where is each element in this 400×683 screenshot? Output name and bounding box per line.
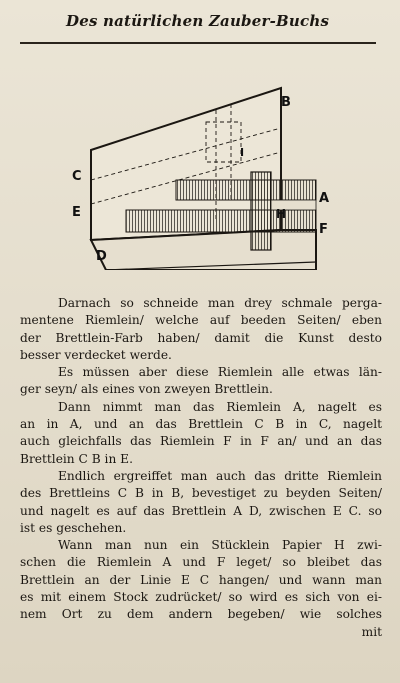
text-line: mentene Riemlein/ welche auf beeden Seiten/ eben <box>20 313 382 328</box>
woodcut-figure <box>66 80 336 270</box>
label-e: E <box>72 205 81 220</box>
text-line: Es müssen aber diese Riemlein alle etwas län- <box>58 365 382 380</box>
label-i: I <box>240 146 245 159</box>
text-line: auch gleichfalls das Riemlein F in F an/ und an das <box>20 434 382 449</box>
text-line: Dann nimmt man das Riemlein A, nagelt es <box>58 399 382 414</box>
catchword: mit <box>361 624 382 639</box>
text-line: der Brettlein-Farb haben/ damit die Kunst desto <box>20 330 382 345</box>
label-h: H <box>276 207 287 221</box>
text-line: an in A, und an das Brettlein C B in C, nagelt <box>20 417 382 432</box>
running-header: Des natürlichen Zauber-Buchs <box>66 12 330 30</box>
label-b: B <box>281 95 291 110</box>
label-c: C <box>72 169 82 184</box>
text-line: schen die Riemlein A und F leget/ so bleibet das <box>20 555 382 570</box>
label-a: A <box>319 191 330 206</box>
header-rule <box>20 42 376 44</box>
label-f: F <box>319 222 328 237</box>
text-line: ger seyn/ als eines von zweyen Brettlein. <box>20 382 273 397</box>
strip-f <box>126 210 316 232</box>
text-line: Brettlein an der Linie E C hangen/ und wann man <box>20 572 382 587</box>
paper-h <box>251 172 271 250</box>
text-line: es mit einem Stock zudrücket/ so wird es sich von ei- <box>20 590 382 605</box>
text-line: Darnach so schneide man drey schmale perga- <box>58 296 382 310</box>
text-line: Wann man nun ein Stücklein Papier H zwi- <box>58 538 382 553</box>
body-text <box>20 295 382 641</box>
text-line: Brettlein C B in E. <box>20 451 133 466</box>
text-line: nem Ort zu dem andern begeben/ wie solches <box>20 607 382 622</box>
text-line: und nagelt es auf das Brettlein A D, zwischen E C. so <box>20 503 382 518</box>
text-line: des Brettleins C B in B, bevestiget zu beyden Seiten/ <box>20 486 382 501</box>
text-line: Endlich ergreiffet man auch das dritte Riemlein <box>58 468 382 483</box>
label-d: D <box>96 249 107 264</box>
text-line: ist es geschehen. <box>20 520 127 535</box>
strip-a <box>176 180 316 200</box>
text-line: besser verdecket werde. <box>20 347 172 362</box>
